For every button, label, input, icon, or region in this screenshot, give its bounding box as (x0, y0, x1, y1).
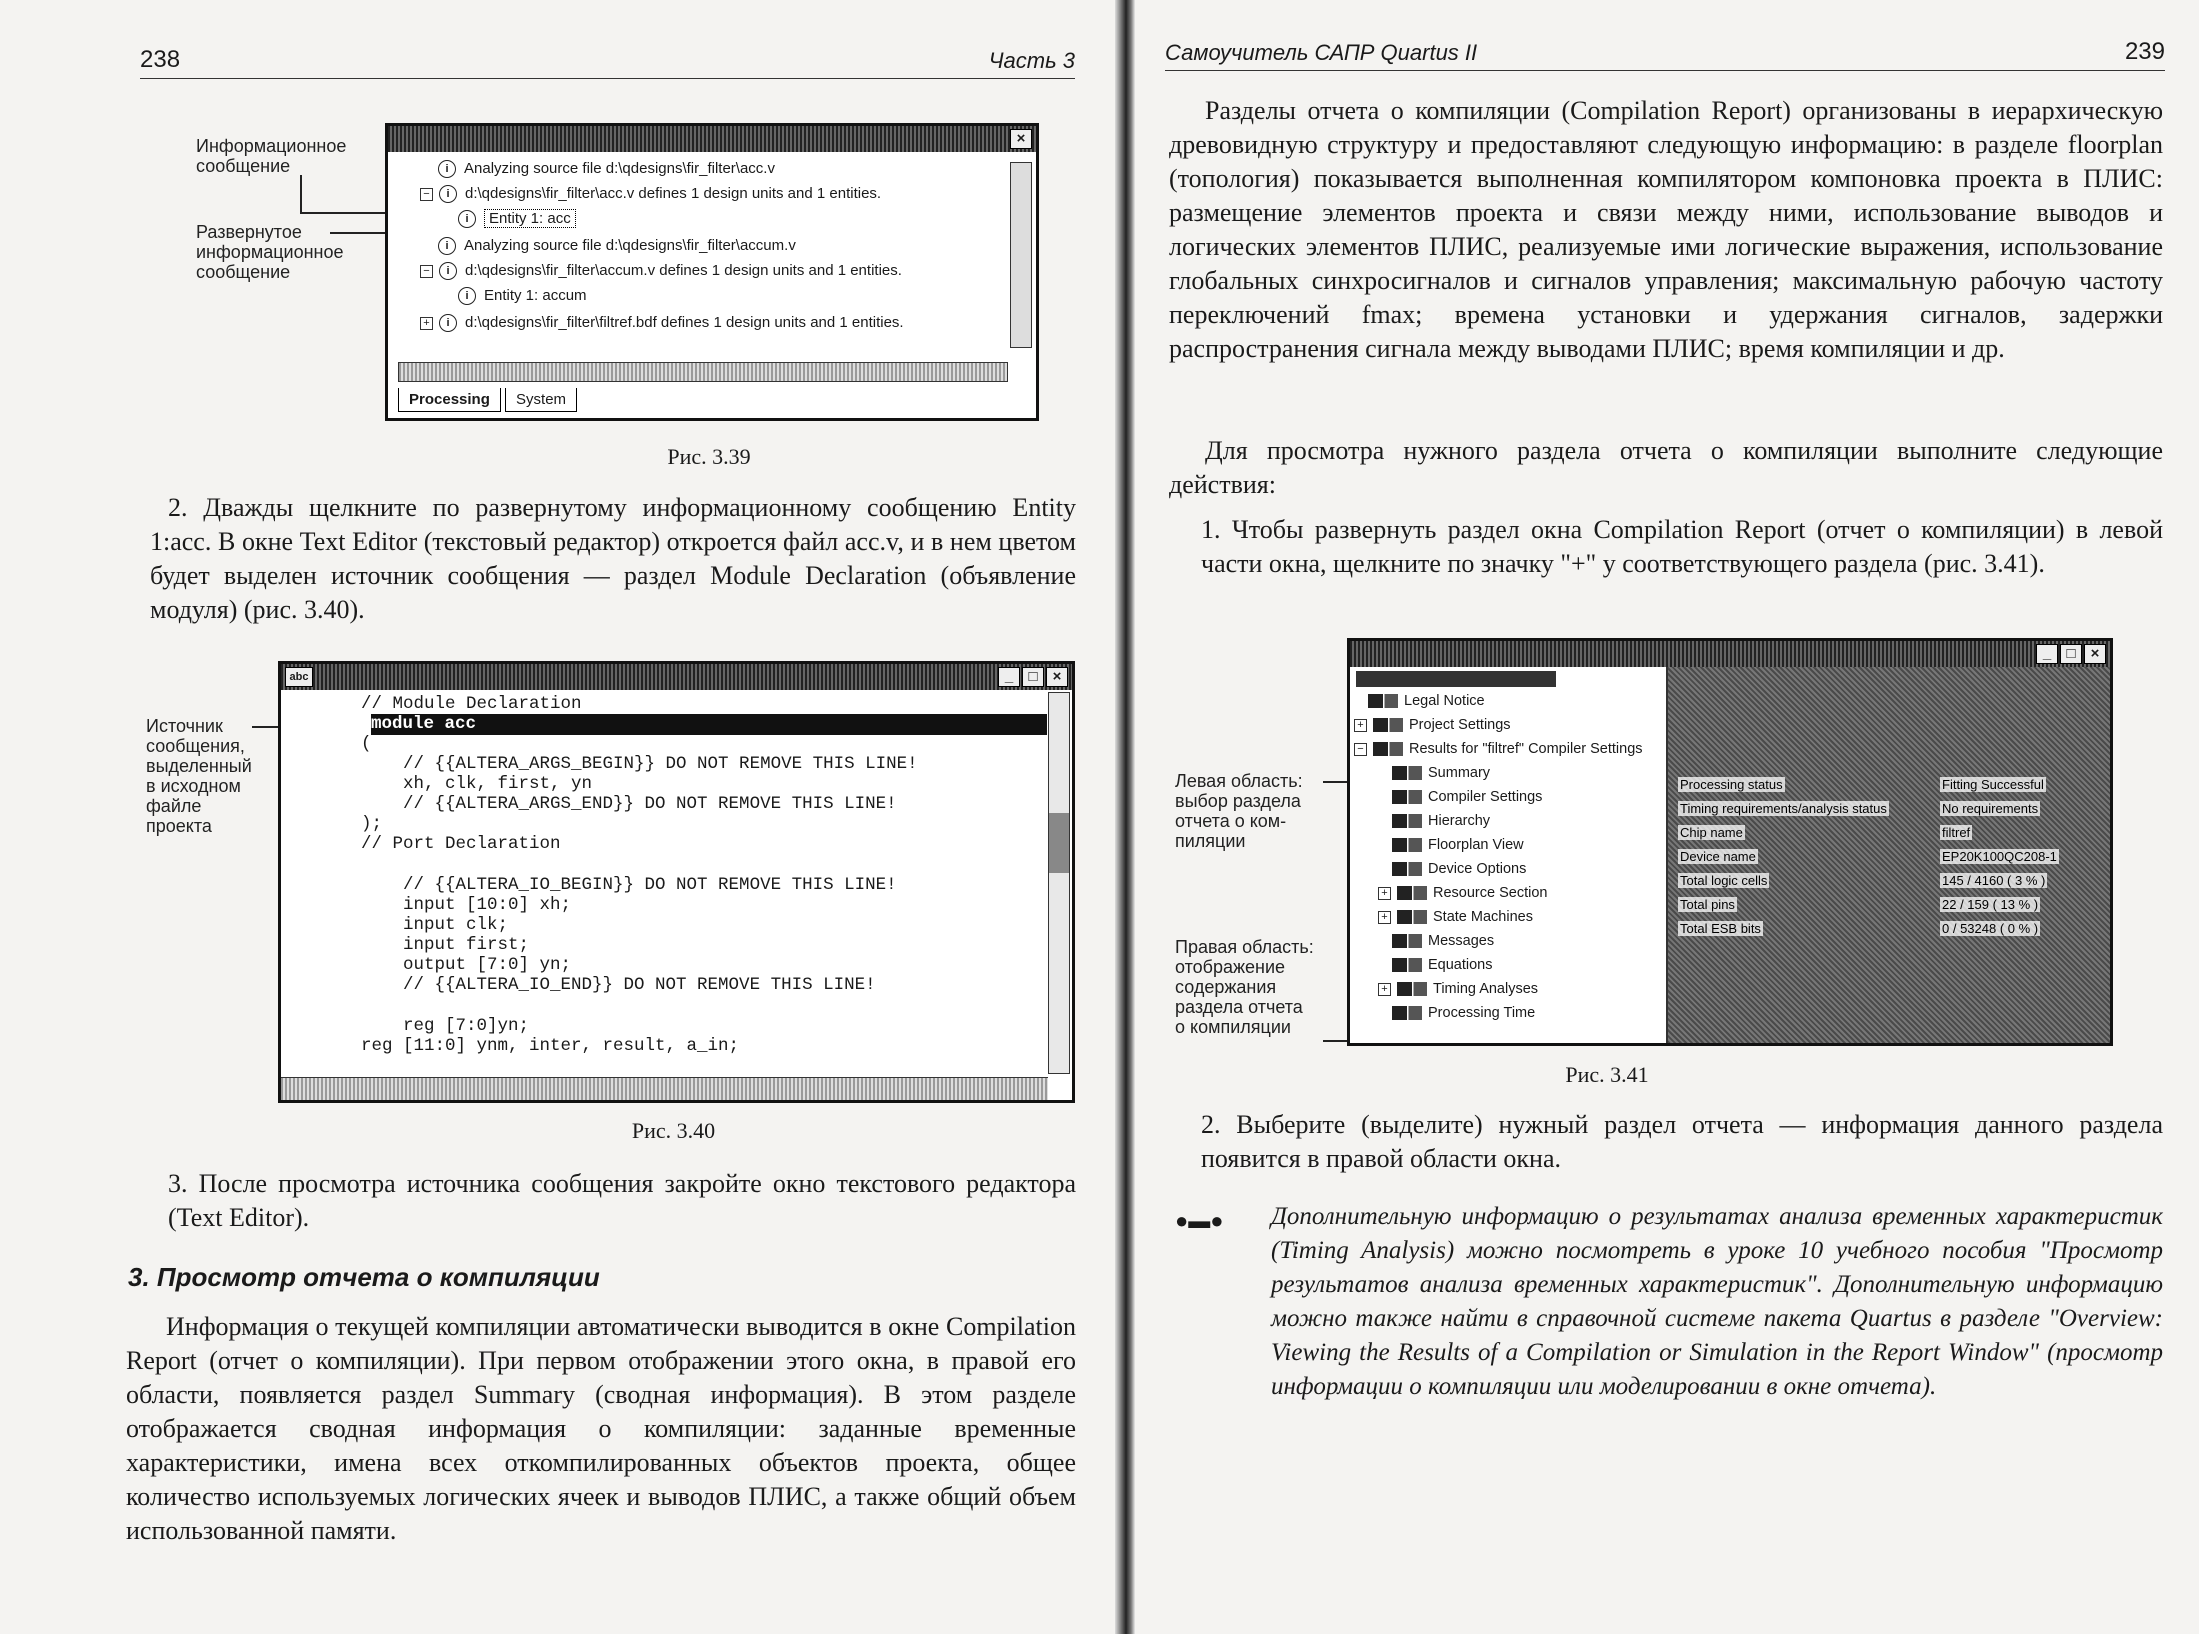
messages-window (385, 123, 1039, 421)
tree-item-resource-section[interactable]: + Resource Section (1378, 885, 1547, 901)
report-tree-pane (1350, 667, 1668, 1043)
hierarchy-icon (1392, 814, 1422, 828)
floorplan-icon (1392, 838, 1422, 852)
right-header (1165, 36, 2165, 71)
callout-left-area: Левая область: выбор раздела отчета о ком- пиляции (1175, 771, 1303, 851)
callout-source: Источник сообщения, выделенный в исходном файле проекта (146, 716, 252, 836)
code-line: input first; (361, 935, 530, 955)
tree-item-floorplan-view[interactable]: Floorplan View (1392, 837, 1524, 853)
info-icon: i (438, 160, 456, 178)
tree-item-timing-analyses[interactable]: + Timing Analyses (1378, 981, 1538, 997)
note-icon: ●▬● (1175, 1208, 1224, 1233)
message-row[interactable]: − i d:\qdesigns\fir_filter\accum.v defines 1 design units and 1 entities. (420, 262, 902, 280)
summary-value: filtref (1942, 825, 1971, 840)
summary-key: Total pins (1680, 897, 1735, 912)
messages-titlebar (388, 126, 1036, 152)
info-icon: i (439, 262, 457, 280)
book-spine (1115, 0, 1135, 1634)
highlighted-code-line: module acc (371, 714, 1047, 735)
code-line: ); (361, 814, 383, 834)
table-icon (1392, 862, 1422, 876)
figure-caption: Рис. 3.40 (631, 1118, 716, 1143)
summary-key: Chip name (1680, 825, 1743, 840)
table-icon (1392, 790, 1422, 804)
compilation-report-window (1347, 638, 2113, 1046)
summary-value: 145 / 4160 ( 3 % ) (1942, 873, 2046, 888)
code-line: // {{ALTERA_IO_END}} DO NOT REMOVE THIS LINE! (361, 975, 876, 995)
running-head: Часть 3 (988, 48, 1075, 73)
collapse-icon[interactable]: − (1354, 743, 1367, 756)
code-line: ( (361, 734, 372, 754)
tree-item-legal-notice[interactable]: Legal Notice (1368, 693, 1485, 709)
expand-icon[interactable]: + (1378, 983, 1391, 996)
tree-item-device-options[interactable]: Device Options (1392, 861, 1526, 877)
code-line: input [10:0] xh; (361, 895, 572, 915)
tree-item-state-machines[interactable]: + State Machines (1378, 909, 1533, 925)
report-content-pane (1668, 667, 2110, 1043)
info-icon: i (439, 185, 457, 203)
tree-item-results[interactable]: − Results for "filtref" Compiler Settings (1354, 741, 1643, 757)
code-line: // Port Declaration (361, 834, 561, 854)
tree-item-equations[interactable]: Equations (1392, 957, 1493, 973)
code-line: reg [7:0]yn; (361, 1016, 530, 1036)
editor-titlebar (281, 664, 1072, 690)
folder-icon (1397, 886, 1427, 900)
info-icon (1392, 934, 1422, 948)
summary-value: 22 / 159 ( 13 % ) (1942, 897, 2039, 912)
page-number: 238 (140, 46, 181, 73)
code-line: // {{ALTERA_IO_BEGIN}} DO NOT REMOVE THIS LINE! (361, 875, 897, 895)
running-head: Самоучитель САПР Quartus II (1165, 40, 1478, 65)
summary-key: Timing requirements/analysis status (1680, 801, 1887, 816)
message-list (398, 154, 1008, 380)
code-line: // Module Declaration (361, 694, 582, 714)
section-paragraph: Информация о текущей компиляции автоматически выводится в окне Compilation Report (отчет о компиляции). При первом отображении этого окна, в правой его области, появляется раздел Summary (сводная информация). В этом разделе отображается сводная информация о компиляции: заданные временные характеристики, имена всех откомпилированных объектов проекта, общее количество используемых логических ячеек и выводов ПЛИС, а также общий объем использованной памяти. (126, 1312, 1076, 1545)
tree-item-messages[interactable]: Messages (1392, 933, 1494, 949)
folder-icon (1397, 982, 1427, 996)
right-step-2: 2. Выберите (выделите) нужный раздел отчета — информация данного раздела появится в правой области окна. (1201, 1110, 2163, 1173)
tree-item-project-settings[interactable]: + Project Settings (1354, 717, 1511, 733)
table-icon (1392, 1006, 1422, 1020)
abc-icon: abc (285, 667, 313, 687)
tab-bar (398, 388, 577, 414)
code-line: output [7:0] yn; (361, 955, 572, 975)
info-icon: i (458, 287, 476, 305)
tab-system[interactable]: System (505, 388, 577, 412)
message-row[interactable]: i Analyzing source file d:\qdesigns\fir_filter\acc.v (438, 160, 775, 178)
info-icon: i (439, 314, 457, 332)
callout-expanded: Развернутое информационное сообщение (196, 222, 344, 282)
message-row[interactable]: i Entity 1: accum (458, 287, 587, 305)
minimize-button[interactable]: _ (998, 667, 1020, 687)
vertical-scrollbar[interactable] (1048, 692, 1070, 1074)
summary-key: Processing status (1680, 777, 1783, 792)
code-line: // {{ALTERA_ARGS_BEGIN}} DO NOT REMOVE THIS LINE! (361, 754, 918, 774)
report-titlebar (1350, 641, 2110, 667)
expand-icon[interactable]: + (1354, 719, 1367, 732)
close-button[interactable]: × (1046, 667, 1068, 687)
folder-icon (1373, 742, 1403, 756)
code-area[interactable] (281, 690, 1048, 1076)
info-icon: i (438, 237, 456, 255)
vertical-scrollbar[interactable] (1010, 162, 1032, 348)
folder-icon (1373, 718, 1403, 732)
entity-acc-message[interactable]: Entity 1: acc (484, 209, 576, 228)
summary-value: 0 / 53248 ( 0 % ) (1942, 921, 2039, 936)
leader-line (300, 175, 302, 213)
info-icon: i (458, 210, 476, 228)
callout-info: Информационное сообщение (196, 136, 347, 176)
summary-value: No requirements (1942, 801, 2039, 816)
section-heading: 3. Просмотр отчета о компиляции (128, 1262, 600, 1292)
code-line: // {{ALTERA_ARGS_END}} DO NOT REMOVE THIS LINE! (361, 794, 897, 814)
code-line: input clk; (361, 915, 509, 935)
figure-caption: Рис. 3.41 (1565, 1062, 1649, 1087)
scroll-thumb[interactable] (1049, 813, 1069, 873)
page-number: 239 (2124, 38, 2165, 65)
message-row[interactable]: + i d:\qdesigns\fir_filter\filtref.bdf defines 1 design units and 1 entities. (420, 314, 904, 332)
maximize-button[interactable]: □ (1022, 667, 1044, 687)
summary-value: Fitting Successful (1942, 777, 2044, 792)
folder-icon (1397, 910, 1427, 924)
summary-key: Total logic cells (1680, 873, 1768, 888)
tree-item-summary[interactable]: Summary (1392, 765, 1490, 781)
message-row[interactable]: − i d:\qdesigns\fir_filter\acc.v defines 1 design units and 1 entities. (420, 185, 881, 203)
right-page (1135, 0, 2199, 1634)
horizontal-scrollbar[interactable] (281, 1077, 1048, 1100)
right-step-1: 1. Чтобы развернуть раздел окна Compilation Report (отчет о компиляции) в левой части окна, щелкните по значку "+" у соответствующего раздела (рис. 3.41). (1201, 515, 2163, 578)
text-editor-window (278, 661, 1075, 1103)
left-header (140, 44, 1075, 79)
right-paragraph-2: Для просмотра нужного раздела отчета о компиляции выполните следующие действия: (1169, 436, 2163, 499)
close-button[interactable]: × (1010, 129, 1032, 149)
tree-item-hierarchy[interactable]: Hierarchy (1392, 813, 1490, 829)
summary-key: Total ESB bits (1680, 921, 1761, 936)
expand-icon[interactable]: + (420, 317, 433, 330)
step-3: 3. После просмотра источника сообщения закройте окно текстового редактора (Text Editor). (168, 1169, 1076, 1232)
right-paragraph-1: Разделы отчета о компиляции (Compilation Report) организованы в иерархическую древовидную структуру и предоставляют следующую информацию: в разделе floorplan (топология) показывается выполненная компилятором компоновка проекта в ПЛИС: размещение элементов проекта и связи между ними, использование выводов и логических элементов ПЛИС, реализуемые ими логические выражения, использование глобальных синхросигналов и сигналов управления; максимальную рабочую частоту переключений fmax; времена установки и удержания сигналов, задержки распространения сигнала между выводами ПЛИС; время компиляции и др. (1169, 96, 2163, 363)
expand-icon[interactable]: + (1378, 911, 1391, 924)
step-2: 2. Дважды щелкните по развернутому информационному сообщению Entity 1:acc. В окне Text Editor (текстовый редактор) откроется файл acc.v, и в нем цветом будет выделен источник сообщения — раздел Module Declaration (объявление модуля) (рис. 3.40). (150, 493, 1076, 624)
callout-right-area: Правая область: отображение содержания раздела отчета о компиляции (1175, 937, 1314, 1037)
summary-value: EP20K100QC208-1 (1942, 849, 2057, 864)
tree-item-processing-time[interactable]: Processing Time (1392, 1005, 1535, 1021)
figure-caption: Рис. 3.39 (667, 444, 751, 469)
collapse-icon[interactable]: − (420, 265, 433, 278)
table-icon (1392, 766, 1422, 780)
horizontal-scrollbar[interactable] (398, 362, 1008, 382)
maximize-button[interactable]: □ (2060, 644, 2082, 664)
report-root-node[interactable] (1356, 671, 1556, 687)
summary-key: Device name (1680, 849, 1756, 864)
equations-icon (1392, 958, 1422, 972)
code-line: xh, clk, first, yn (361, 774, 593, 794)
expand-icon[interactable]: + (1378, 887, 1391, 900)
message-row[interactable] (458, 210, 576, 228)
note-text: Дополнительную информацию о результатах анализа временных характеристик (Timing Analysis) можно посмотреть в уроке 10 учебного пособия "Просмотр результатов анализа временных характеристик". Дополнительную информацию можно также найти в справочной системе пакета Quartus в разделе "Overview: Viewing the Results of a Compilation or Simulation in the Report Window" (просмотр информации о компиляции или моделировании в окне отчета). (1271, 1203, 2163, 1400)
collapse-icon[interactable]: − (420, 188, 433, 201)
code-line: reg [11:0] ynm, inter, result, a_in; (361, 1036, 740, 1056)
message-row[interactable]: i Analyzing source file d:\qdesigns\fir_filter\accum.v (438, 237, 796, 255)
tab-processing[interactable]: Processing (398, 388, 501, 412)
close-button[interactable]: × (2084, 644, 2106, 664)
document-icon (1368, 694, 1398, 708)
minimize-button[interactable]: _ (2036, 644, 2058, 664)
tree-item-compiler-settings[interactable]: Compiler Settings (1392, 789, 1542, 805)
